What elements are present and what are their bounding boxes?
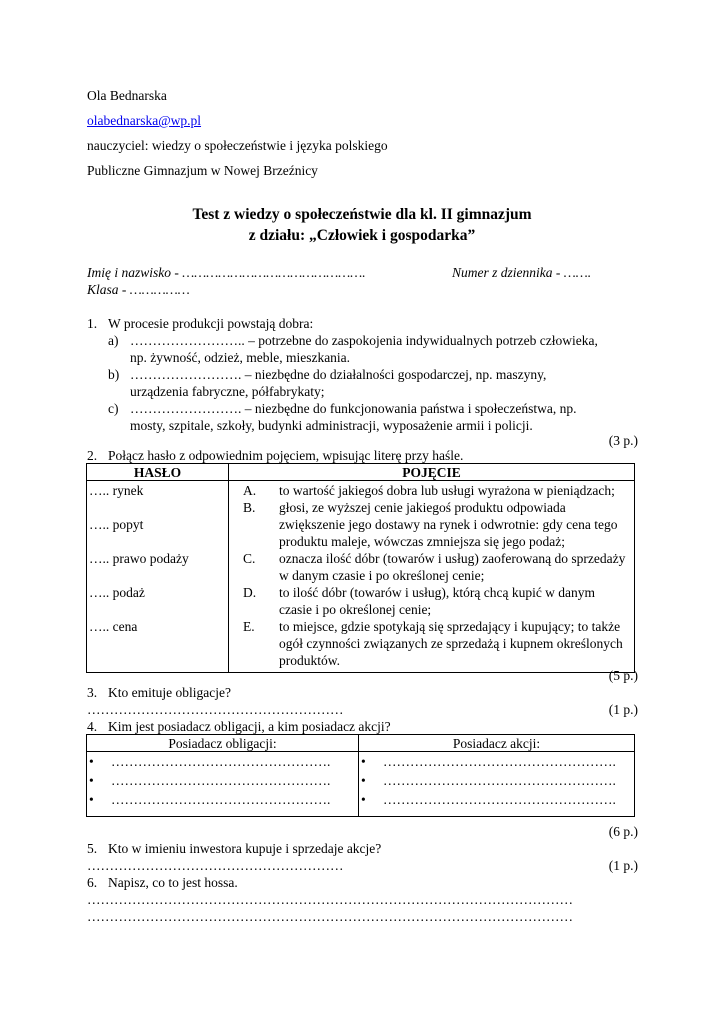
- matching-table: [86, 463, 635, 673]
- concept-column-header: POJĘCIE: [229, 464, 635, 481]
- terms-cell: [87, 481, 229, 673]
- q3-number: 3.: [87, 685, 98, 700]
- answer-line: ………………………………………….: [111, 773, 331, 788]
- q2-text: Połącz hasło z odpowiednim pojęciem, wpisując literę przy haśle.: [108, 448, 464, 463]
- answer-line: …………………………………………….: [383, 773, 616, 788]
- answer-line: ………………………………………….: [111, 792, 331, 807]
- q1-item-line: ……………………. – niezbędne do działalności gospodarczej, np. maszyny,: [130, 367, 547, 382]
- share-holder-cell: [359, 752, 635, 817]
- q6-text: Napisz, co to jest hossa.: [108, 875, 238, 890]
- q5-points: (1 p.): [608, 858, 638, 873]
- bullet-icon: •: [361, 773, 366, 788]
- definition-text: oznacza ilość dóbr (towarów i usług) zaoferowaną do sprzedaży w danym czasie i po określonej cenie;: [279, 551, 626, 583]
- definition-item: [229, 584, 634, 618]
- q6-answer-line[interactable]: ………………………………………………………………………………………………: [87, 892, 573, 907]
- bullet-icon: •: [89, 792, 94, 807]
- q3-text: Kto emituje obligacje?: [108, 685, 231, 700]
- share-answer-row[interactable]: [359, 791, 634, 810]
- definition-item: [229, 550, 634, 584]
- q1-item-line: ……………………. – niezbędne do funkcjonowania państwa i społeczeństwa, np.: [130, 401, 577, 416]
- term-column-header: HASŁO: [87, 464, 229, 481]
- q5-answer-line[interactable]: …………………………………………………: [87, 858, 344, 873]
- definition-text: to ilość dóbr (towarów i usług), którą chcą kupić w danym czasie i po określonej cenie;: [279, 585, 596, 617]
- q4-number: 4.: [87, 719, 98, 734]
- answer-line: …………………………………………….: [383, 754, 616, 769]
- q2-number: 2.: [87, 448, 98, 463]
- bond-answer-row[interactable]: [87, 791, 358, 810]
- q1-item-line: …………………….. – potrzebne do zaspokojenia indywidualnych potrzeb człowieka,: [130, 333, 598, 348]
- q5-text: Kto w imieniu inwestora kupuje i sprzedaje akcje?: [108, 841, 382, 856]
- q1-text: W procesie produkcji powstają dobra:: [108, 316, 314, 331]
- definition-letter: A.: [243, 483, 257, 498]
- definition-letter: C.: [243, 551, 256, 566]
- answer-line: …………………………………………….: [383, 792, 616, 807]
- q1-points: (3 p.): [608, 433, 638, 448]
- diary-number-field: Numer z dziennika - …….: [452, 265, 592, 280]
- q4-points: (6 p.): [608, 824, 638, 839]
- author-email-link[interactable]: olabednarska@wp.pl: [87, 113, 202, 128]
- school-name: Publiczne Gimnazjum w Nowej Brzeźnicy: [87, 163, 318, 178]
- q4-text: Kim jest posiadacz obligacji, a kim posiadacz akcji?: [108, 719, 391, 734]
- q3-points: (1 p.): [608, 702, 638, 717]
- q6-answer-line[interactable]: ………………………………………………………………………………………………: [87, 909, 573, 924]
- definition-item: [229, 618, 634, 669]
- q5-number: 5.: [87, 841, 98, 856]
- bullet-icon: •: [361, 754, 366, 769]
- q6-number: 6.: [87, 875, 98, 890]
- share-answer-row[interactable]: [359, 772, 634, 791]
- test-title: Test z wiedzy o społeczeństwie dla kl. II gimnazjum: [192, 206, 532, 223]
- definition-item: [229, 482, 634, 499]
- q2-points: (5 p.): [608, 668, 638, 683]
- student-name-field: Imię i nazwisko - ……………………………………….: [87, 265, 366, 280]
- definition-text: to miejsce, gdzie spotykają się sprzedający i kupujący; to także ogół czynności związanych ze sprzedażą i kupnem określonych produktów.: [279, 619, 623, 668]
- definition-text: głosi, ze wyższej cenie jakiegoś produktu odpowiada zwiększenie jego dostawy na rynek i odwrotnie: gdy cena tego produktu maleje, wówczas zmniejsza się jego podaż;: [279, 500, 618, 549]
- holders-table: [86, 734, 635, 817]
- definition-letter: D.: [243, 585, 257, 600]
- share-holder-header: Posiadacz akcji:: [359, 735, 635, 752]
- term-item[interactable]: ….. rynek: [89, 483, 144, 498]
- definition-item: [229, 499, 634, 550]
- q3-answer-line[interactable]: …………………………………………………: [87, 702, 344, 717]
- class-field: Klasa - ……………: [87, 282, 190, 297]
- q1-item-line: mosty, szpitale, szkoły, budynki administracji, wyposażenie armii i policji.: [130, 418, 533, 433]
- q1-item-letter: b): [108, 367, 120, 382]
- bond-holder-cell: [87, 752, 359, 817]
- bullet-icon: •: [89, 773, 94, 788]
- bullet-icon: •: [361, 792, 366, 807]
- term-item[interactable]: ….. podaż: [89, 585, 145, 600]
- q1-item-line: urządzenia fabryczne, półfabrykaty;: [130, 384, 325, 399]
- test-subtitle: z działu: „Człowiek i gospodarka”: [248, 227, 476, 244]
- definition-letter: B.: [243, 500, 256, 515]
- answer-line: ………………………………………….: [111, 754, 331, 769]
- definition-text: to wartość jakiegoś dobra lub usługi wyrażona w pieniądzach;: [279, 483, 615, 498]
- definition-letter: E.: [243, 619, 255, 634]
- term-item[interactable]: ….. popyt: [89, 517, 144, 532]
- author-role: nauczyciel: wiedzy o społeczeństwie i języka polskiego: [87, 138, 388, 153]
- q1-item-letter: a): [108, 333, 119, 348]
- q1-item-letter: c): [108, 401, 119, 416]
- bond-holder-header: Posiadacz obligacji:: [87, 735, 359, 752]
- q1-number: 1.: [87, 316, 98, 331]
- bond-answer-row[interactable]: [87, 753, 358, 772]
- author-name: Ola Bednarska: [87, 88, 167, 103]
- bullet-icon: •: [89, 754, 94, 769]
- q1-item-line: np. żywność, odzież, meble, mieszkania.: [130, 350, 351, 365]
- term-item[interactable]: ….. cena: [89, 619, 138, 634]
- share-answer-row[interactable]: [359, 753, 634, 772]
- bond-answer-row[interactable]: [87, 772, 358, 791]
- definitions-cell: [229, 481, 635, 673]
- term-item[interactable]: ….. prawo podaży: [89, 551, 189, 566]
